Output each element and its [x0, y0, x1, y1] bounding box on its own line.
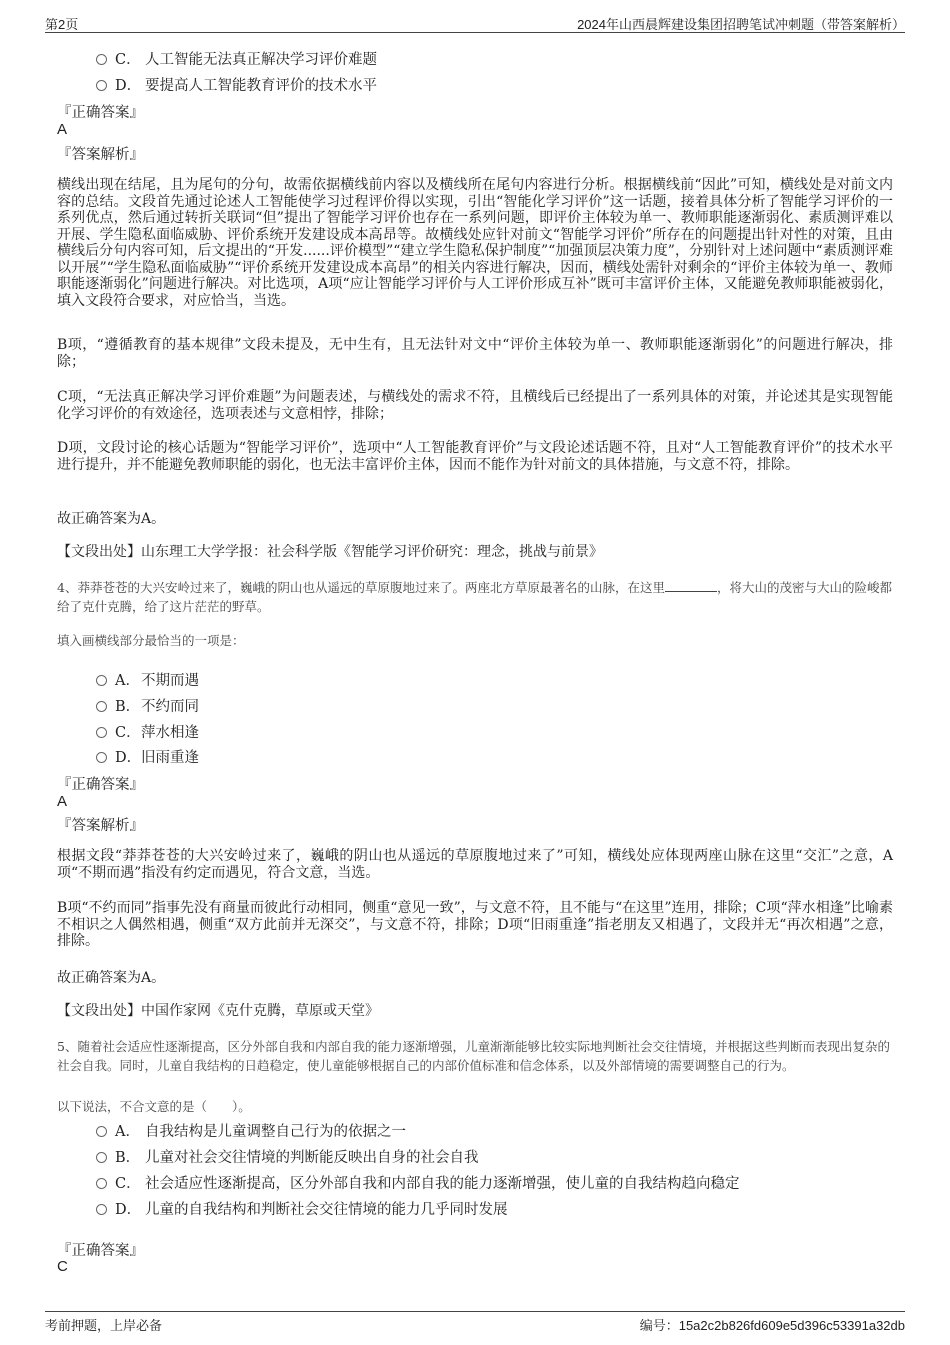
- q3-option-c[interactable]: C． 人工智能无法真正解决学习评价难题: [96, 48, 377, 69]
- q5-answer-label: 『正确答案』: [57, 1243, 144, 1259]
- q4-analysis-paragraph: B项“不约而同”指事先没有商量而彼此行动相同，侧重“意见一致”，与文意不符，且不能与“在这里”连用，排除；C项“萍水相逢”比喻素不相识之人偶然相遇，侧重“双方此前并无深交”，与文意不符，排除；D项“旧雨重逢”指老朋友又相遇了，文段并无“再次相遇”之意，排除。: [57, 900, 893, 949]
- radio-icon[interactable]: [96, 701, 107, 712]
- q5-option-d[interactable]: D． 儿童的自我结构和判断社会交往情境的能力几乎同时发展: [96, 1198, 508, 1219]
- radio-icon[interactable]: [96, 675, 107, 686]
- radio-icon[interactable]: [96, 752, 107, 763]
- q4-answer-label: 『正确答案』: [57, 777, 144, 793]
- q3-analysis-paragraph: D项，文段讨论的核心话题为“智能学习评价”，选项中“人工智能教育评价”与文段论述话题不符，且对“人工智能教育评价”的技术水平进行提升，并不能避免教师职能的弱化，也无法丰富评价主体，因而不能作为针对前文的具体措施，与文意不符，排除。: [57, 440, 893, 473]
- radio-icon[interactable]: [96, 1178, 107, 1189]
- q3-analysis-paragraph: C项，“无法真正解决学习评价难题”为问题表述，与横线处的需求不符，且横线后已经提出了一系列具体的对策，并论述其是实现智能化学习评价的有效途径，选项表述与文意相悖，排除；: [57, 389, 893, 422]
- q5-option-b[interactable]: B． 儿童对社会交往情境的判断能反映出自身的社会自我: [96, 1146, 479, 1167]
- radio-icon[interactable]: [96, 1126, 107, 1137]
- q3-conclusion: 故正确答案为A。: [57, 511, 166, 527]
- q3-answer-label: 『正确答案』: [57, 105, 144, 121]
- radio-icon[interactable]: [96, 80, 107, 91]
- q4-option-b[interactable]: B．不约而同: [96, 695, 199, 716]
- q5-prompt: 以下说法，不合文意的是（ ）。: [57, 1099, 251, 1114]
- page-number: 第2页: [45, 17, 79, 32]
- radio-icon[interactable]: [96, 54, 107, 65]
- q4-prompt: 填入画横线部分最恰当的一项是：: [57, 633, 245, 648]
- document-title: 2024年山西晨辉建设集团招聘笔试冲刺题（带答案解析）: [577, 17, 905, 32]
- footer-slogan: 考前押题，上岸必备: [45, 1319, 163, 1334]
- fill-blank: [665, 581, 717, 592]
- q3-answer: A: [57, 121, 68, 138]
- page-footer: [45, 1311, 905, 1332]
- q4-stem: 4、莽莽苍苍的大兴安岭过来了，巍峨的阴山也从遥远的草原腹地过来了。两座北方草原最著名的山脉，在这里 ，将大山的茂密与大山的险峻都给了克什克腾，给了这片茫茫的野草。: [57, 580, 892, 614]
- document-code: 编号：15a2c2b826fd609e5d396c53391a32db: [639, 1318, 905, 1334]
- q5-stem: 5、随着社会适应性逐渐提高，区分外部自我和内部自我的能力逐渐增强，儿童渐渐能够比较实际地判断社会交往情境，并根据这些判断而表现出复杂的社会自我。同时，儿童自我结构的日趋稳定，使儿童能够根据自己的内部价值标准和信念体系，以及外部情境的需要调整自己的行为。: [57, 1039, 890, 1073]
- page-header: [45, 12, 905, 33]
- q4-option-d[interactable]: D．旧雨重逢: [96, 746, 199, 767]
- radio-icon[interactable]: [96, 1204, 107, 1215]
- q3-analysis-paragraph: B项，“遵循教育的基本规律”文段未提及，无中生有，且无法针对文中“评价主体较为单一、教师职能逐渐弱化”的问题进行解决，排除；: [57, 337, 893, 370]
- q4-source: 【文段出处】中国作家网《克什克腾，草原或天堂》: [57, 1003, 379, 1019]
- q5-option-a[interactable]: A． 自我结构是儿童调整自己行为的依据之一: [96, 1120, 406, 1141]
- q4-conclusion: 故正确答案为A。: [57, 970, 166, 986]
- q5-option-c[interactable]: C． 社会适应性逐渐提高，区分外部自我和内部自我的能力逐渐增强，使儿童的自我结构趋向稳定: [96, 1172, 740, 1193]
- q4-analysis-paragraph: 根据文段“莽莽苍苍的大兴安岭过来了，巍峨的阴山也从遥远的草原腹地过来了”可知，横线处应体现两座山脉在这里“交汇”之意，A项“不期而遇”指没有约定而遇见，符合文意，当选。: [57, 848, 893, 881]
- q4-answer: A: [57, 793, 68, 810]
- q4-option-a[interactable]: A．不期而遇: [96, 669, 199, 690]
- radio-icon[interactable]: [96, 727, 107, 738]
- q3-source: 【文段出处】山东理工大学学报：社会科学版《智能学习评价研究：理念，挑战与前景》: [57, 544, 603, 560]
- q4-analysis-label: 『答案解析』: [57, 818, 144, 834]
- radio-icon[interactable]: [96, 1152, 107, 1163]
- q4-option-c[interactable]: C．萍水相逢: [96, 721, 199, 742]
- q3-option-d[interactable]: D． 要提高人工智能教育评价的技术水平: [96, 74, 377, 95]
- q3-analysis-paragraph: 横线出现在结尾，且为尾句的分句，故需依据横线前内容以及横线所在尾句内容进行分析。根据横线前“因此”可知，横线处是对前文内容的总结。文段首先通过论述人工智能使学习过程评价得以实现，引出“智能化学习评价”这一话题，接着具体分析了智能学习评价的一系列优点，然后通过转折关联词“但”提出了智能学习评价也存在一系列问题，即评价主体较为单一、教师职能逐渐弱化、素质测评难以开展、学生隐私面临威胁、评价系统开发建设成本高昂等。故横线处应针对前文“智能学习评价”所存在的问题提出针对性的对策，且由横线后分句内容可知，后文提出的“开发......评价模型”“建立学生隐私保护制度”“加强顶层决策力度”，分别针对上述问题中“素质测评难以开展”“学生隐私面临威胁”“评价系统开发建设成本高昂”的相关内容进行解决，因而，横线处需针对剩余的“评价主体较为单一、教师职能逐渐弱化”问题进行解决。对比选项，A项“应让智能学习评价与人工评价形成互补”既可丰富评价主体，又能避免教师职能被弱化，填入文段符合要求，对应恰当，当选。: [57, 177, 893, 309]
- q3-analysis-label: 『答案解析』: [57, 147, 144, 163]
- q5-answer: C: [57, 1258, 68, 1275]
